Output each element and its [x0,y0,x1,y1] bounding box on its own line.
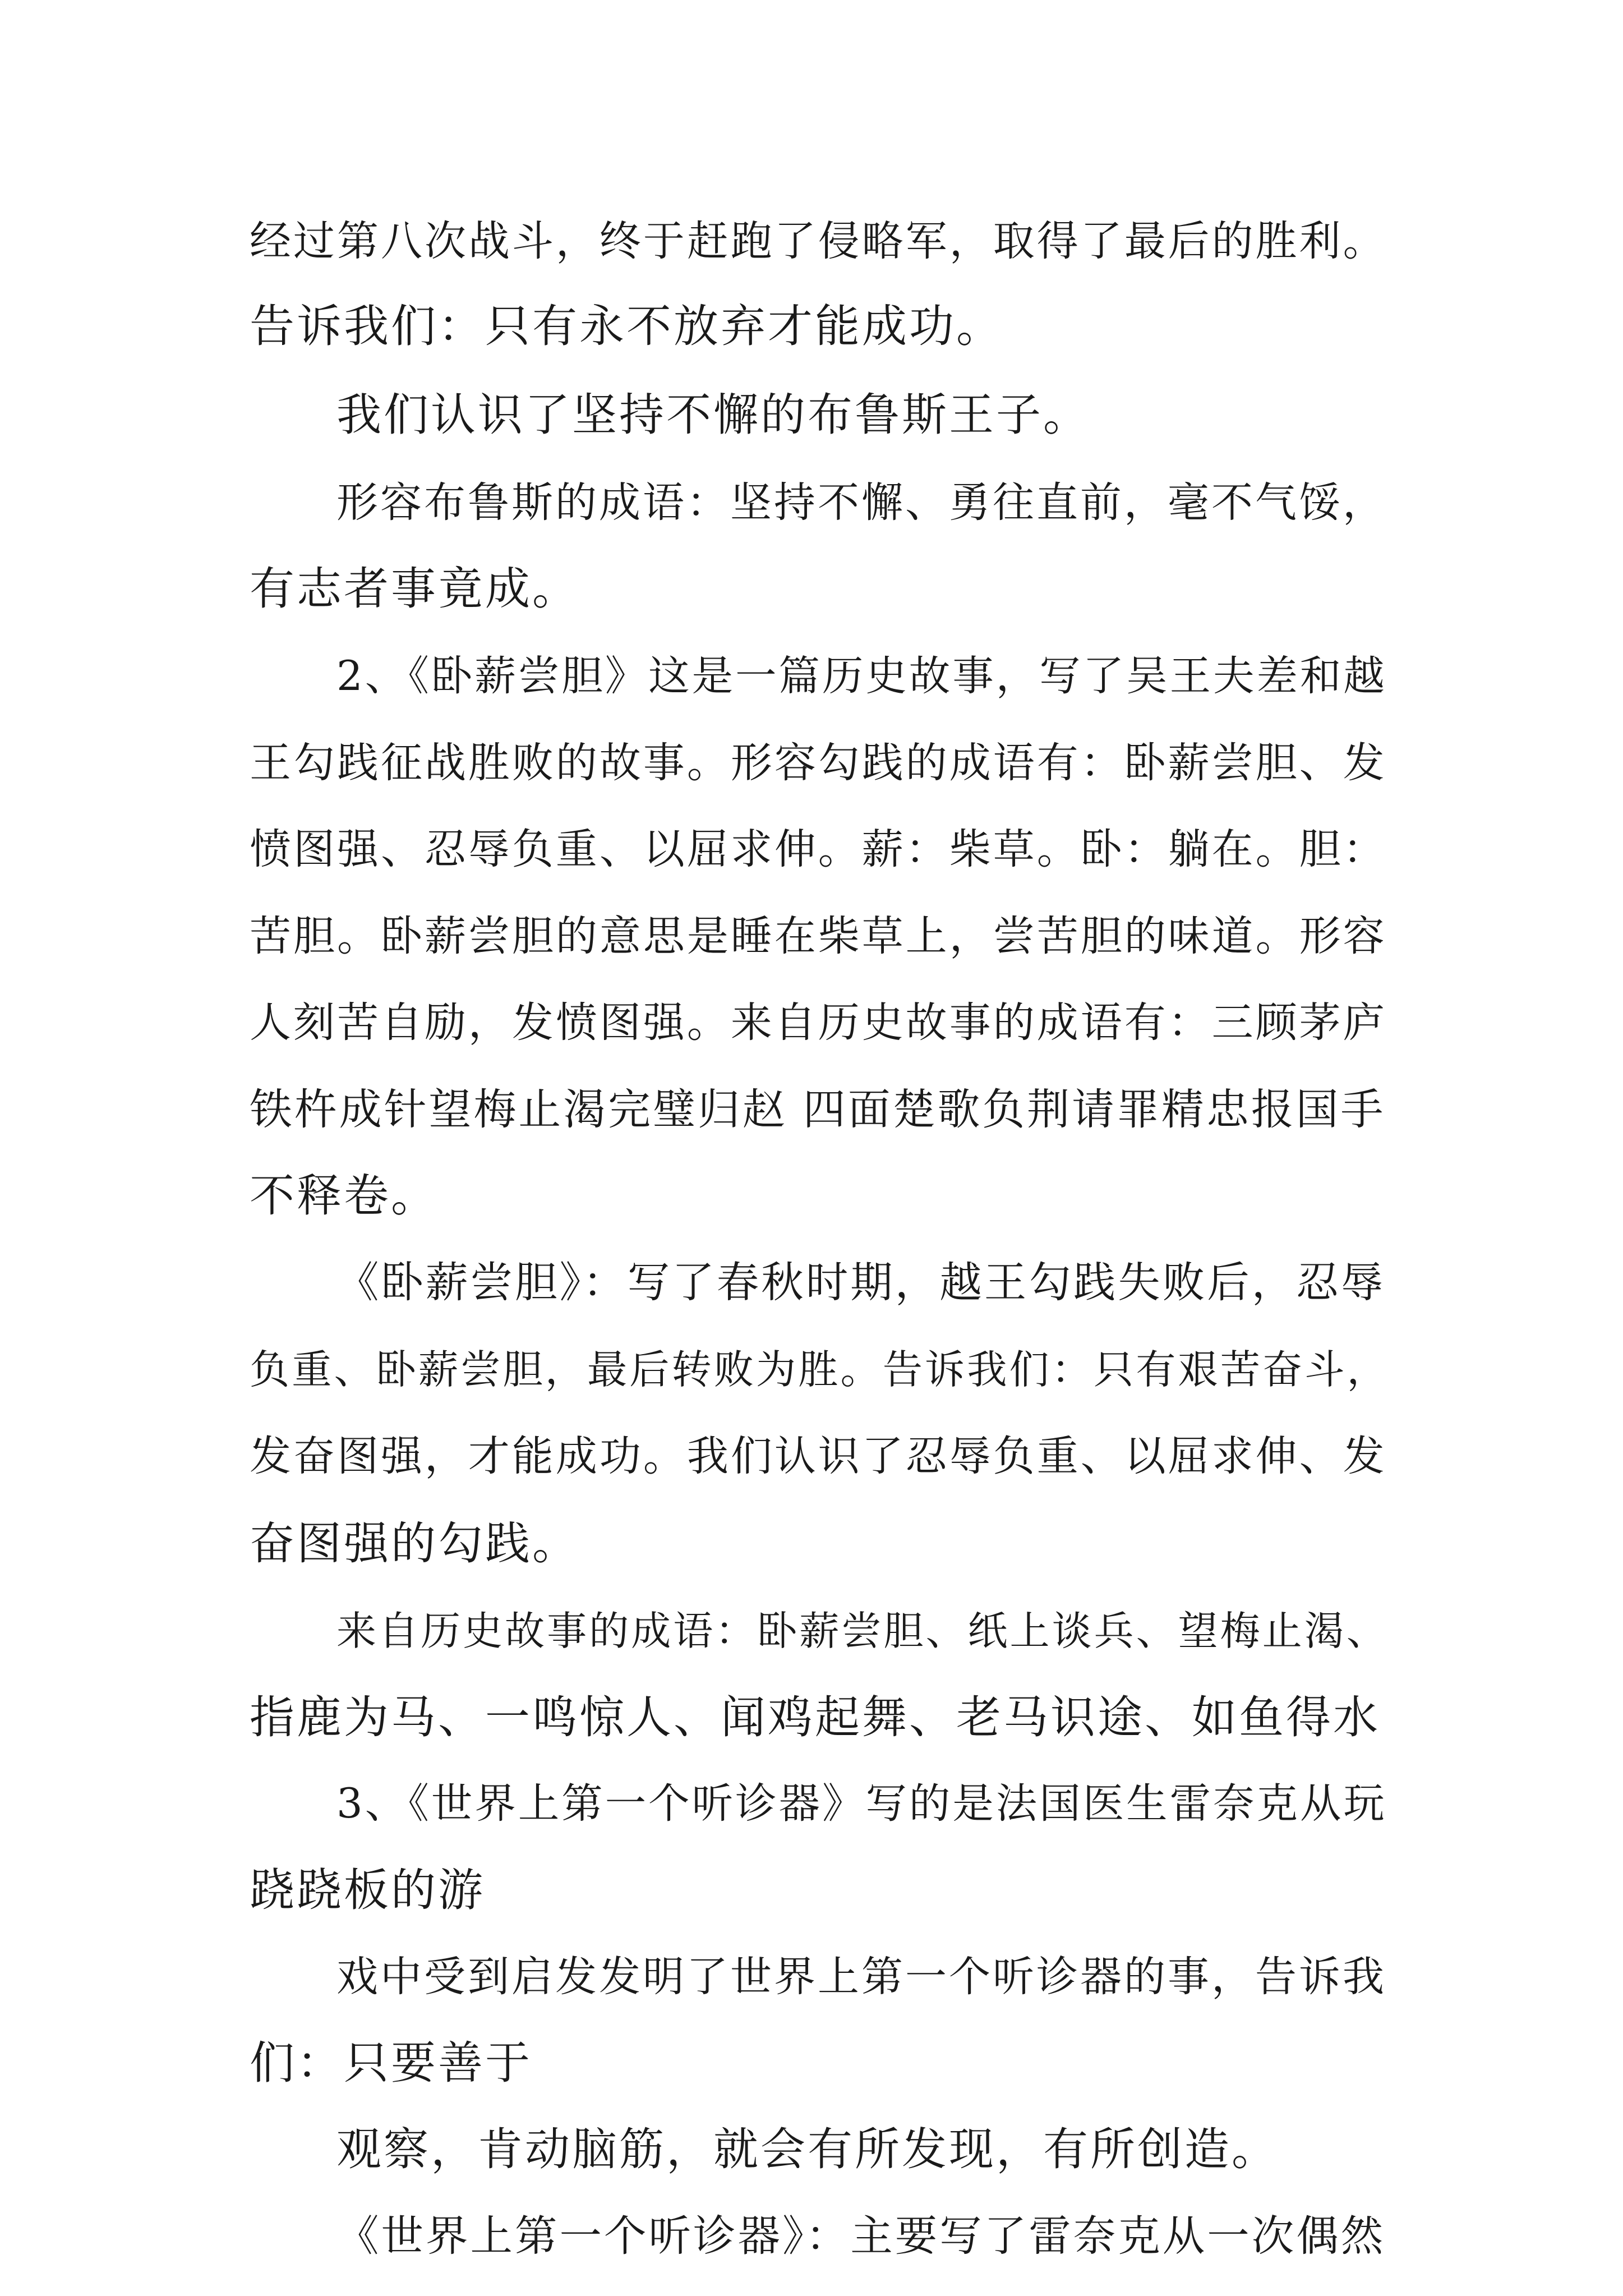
text-line-16: 奋图强的勾践。 [250,1517,579,1570]
text-line-5: 有志者事竟成。 [250,563,579,615]
text-line-20: 跷跷板的游 [250,1864,485,1916]
text-line-23: 观察，肯动脑筋，就会有所发现，有所创造。 [336,2123,1279,2175]
text-line-12: 不释卷。 [250,1170,438,1222]
text-line-3: 我们认识了坚持不懈的布鲁斯王子。 [336,389,1090,441]
text-line-21: 戏中受到启发发明了世界上第一个听诊器的事，告诉我 [336,1953,1386,2001]
text-line-15: 发奋图强，才能成功。我们认识了忍辱负重、以屈求伸、发 [250,1432,1387,1480]
text-line-4: 形容布鲁斯的成语：坚持不懈、勇往直前，毫不气馁， [336,478,1386,527]
text-line-7: 王勾践征战胜败的故事。形容勾践的成语有：卧薪尝胆、发 [250,739,1387,787]
text-line-19: 3、《世界上第一个听诊器》写的是法国医生雷奈克从玩 [336,1780,1387,1828]
text-line-14: 负重、卧薪尝胆，最后转败为胜。告诉我们：只有艰苦奋斗， [250,1346,1389,1393]
text-line-17: 来自历史故事的成语：卧薪尝胆、纸上谈兵、望梅止渴、 [336,1608,1389,1654]
text-line-18: 指鹿为马、一鸣惊人、闻鸡起舞、老马识途、如鱼得水 [250,1691,1380,1743]
text-line-22: 们：只要善于 [250,2037,532,2089]
text-line-13: 《卧薪尝胆》：写了春秋时期，越王勾践失败后，忍辱 [336,1258,1386,1307]
text-line-6: 2、《卧薪尝胆》这是一篇历史故事，写了吴王夫差和越 [336,652,1387,700]
text-line-11: 铁杵成针望梅止渴完璧归赵 四面楚歌负荆请罪精忠报国手 [250,1085,1386,1134]
text-line-10: 人刻苦自励，发愤图强。来自历史故事的成语有：三顾茅庐 [250,999,1387,1047]
text-line-1: 经过第八次战斗，终于赶跑了侵略军，取得了最后的胜利。 [250,217,1387,265]
text-line-24: 《世界上第一个听诊器》：主要写了雷奈克从一次偶然 [336,2211,1386,2261]
text-line-8: 愤图强、忍辱负重、以屈求伸。薪：柴草。卧：躺在。胆： [250,825,1387,873]
text-line-2: 告诉我们：只有永不放弃才能成功。 [250,300,1003,352]
text-line-9: 苦胆。卧薪尝胆的意思是睡在柴草上，尝苦胆的味道。形容 [250,912,1387,960]
